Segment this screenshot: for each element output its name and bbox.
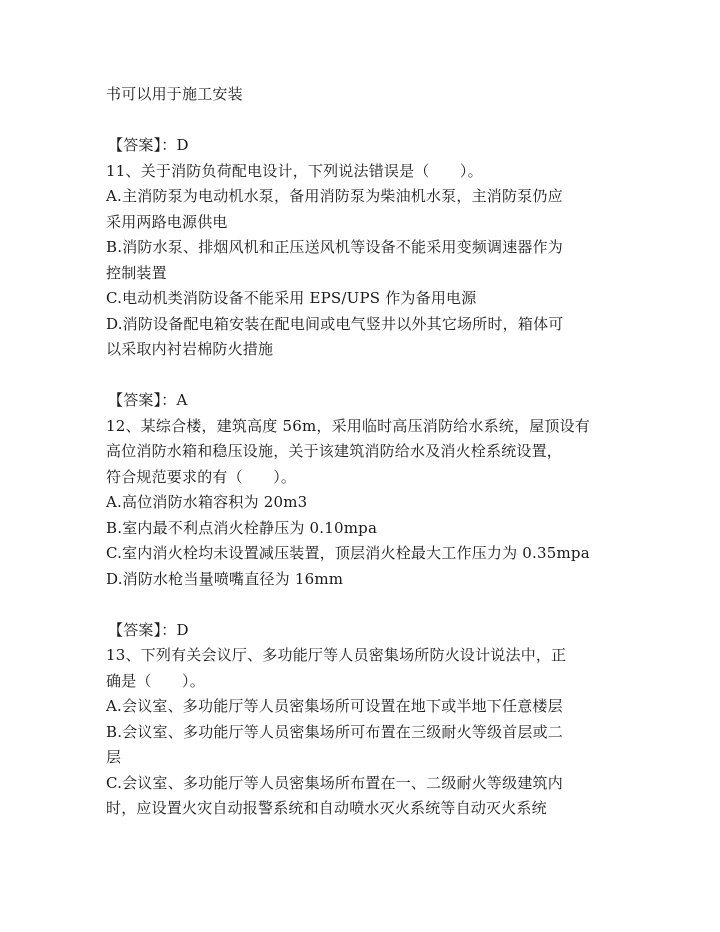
question-stem: 11、关于消防负荷配电设计，下列说法错误是（ ）。 <box>106 161 483 180</box>
option-b: B.室内最不利点消火栓静压为 0.10mpa <box>106 518 378 537</box>
option-a: A.高位消防水箱容积为 20m3 <box>106 493 308 511</box>
spacer <box>106 108 666 134</box>
option-b-cont: 层 <box>106 748 122 766</box>
spacer <box>106 592 666 618</box>
option-a-cont: 采用两路电源供电 <box>106 212 228 231</box>
option-d: D.消防水枪当量喷嘴直径为 16mm <box>106 569 344 588</box>
option-a: A.会议室、多功能厅等人员密集场所可设置在地下或半地下任意楼层 <box>106 697 563 715</box>
answer-line: 【答案】：A <box>108 391 188 409</box>
option-b: B.消防水泵、排烟风机和正压送风机等设备不能采用变频调速器作为 <box>106 238 563 256</box>
question-stem-cont: 符合规范要求的有（ ）。 <box>106 467 297 486</box>
option-a: A.主消防泵为电动机水泵，备用消防泵为柴油机水泵，主消防泵仍应 <box>106 187 563 205</box>
text-line: 书可以用于施工安装 <box>106 85 243 103</box>
question-stem: 13、下列有关会议厅、多功能厅等人员密集场所防火设计说法中，正 <box>106 646 567 664</box>
question-12 <box>106 414 666 644</box>
option-c: C.会议室、多功能厅等人员密集场所布置在一、二级耐火等级建筑内 <box>106 773 563 792</box>
option-c: C.室内消火栓均未设置减压装置，顶层消火栓最大工作压力为 0.35mpa <box>106 544 590 562</box>
option-c-cont: 时，应设置火灾自动报警系统和自动喷水灭火系统等自动灭火系统 <box>106 799 547 817</box>
option-b-cont: 控制装置 <box>106 263 167 282</box>
question-13 <box>106 643 666 822</box>
question-stem-cont: 高位消防水箱和稳压设施，关于该建筑消防给水及消火栓系统设置， <box>106 442 563 460</box>
question-stem: 12、某综合楼，建筑高度 56m，采用临时高压消防给水系统，屋顶设有 <box>106 416 590 435</box>
spacer <box>106 363 666 389</box>
option-c: C.电动机类消防设备不能采用 EPS/UPS 作为备用电源 <box>106 289 477 307</box>
question-11 <box>106 159 666 414</box>
option-d: D.消防设备配电箱安装在配电间或电气竖井以外其它场所时，箱体可 <box>106 314 564 333</box>
option-b: B.会议室、多功能厅等人员密集场所可布置在三级耐火等级首层或二 <box>106 722 563 741</box>
answer-line: 【答案】：D <box>108 620 189 639</box>
answer-line: 【答案】：D <box>108 136 189 154</box>
document-page <box>106 82 666 822</box>
option-d-cont: 以采取内衬岩棉防火措施 <box>106 340 274 358</box>
question-stem-cont: 确是（ ）。 <box>106 671 205 690</box>
